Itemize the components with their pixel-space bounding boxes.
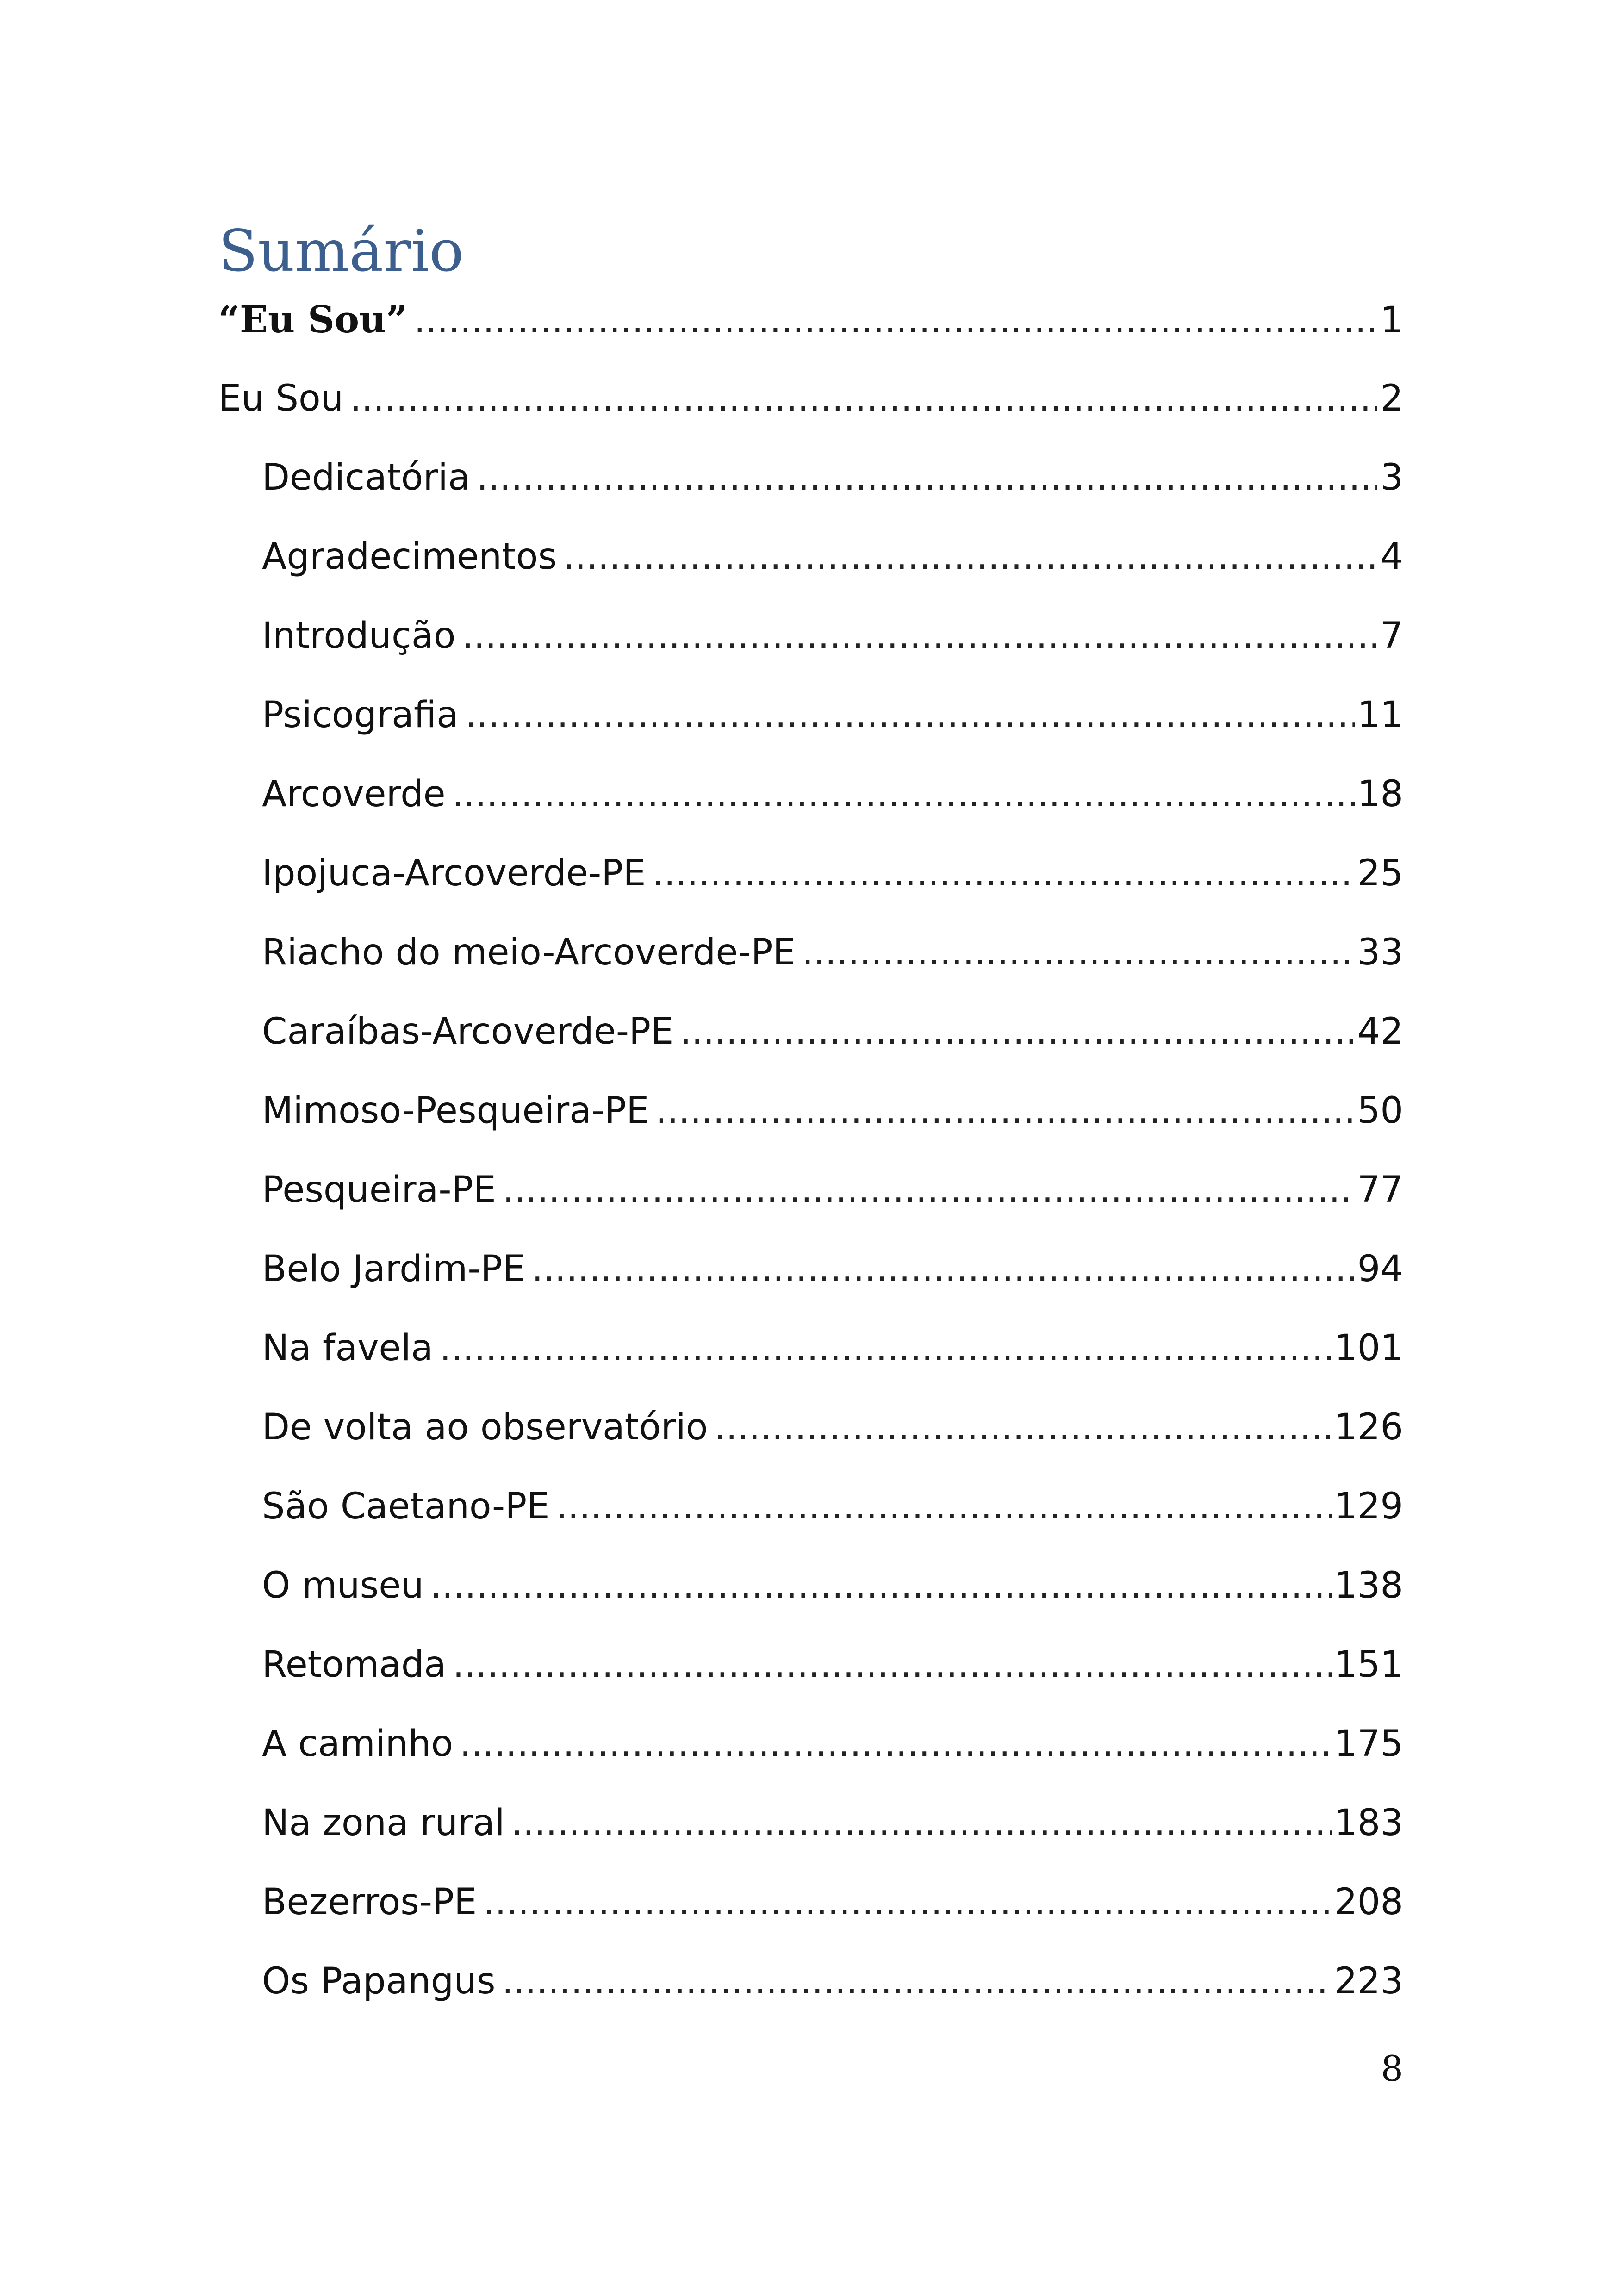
toc-entry-title: De volta ao observatório xyxy=(262,1406,708,1448)
toc-entry-leader xyxy=(563,529,1377,585)
toc-entry[interactable] xyxy=(218,292,1403,347)
toc-entry-leader xyxy=(453,1637,1332,1692)
toc-entry-page: 50 xyxy=(1357,1090,1403,1132)
toc-entry-page: 126 xyxy=(1334,1406,1403,1448)
toc-entry-page: 33 xyxy=(1357,932,1403,973)
toc-entry[interactable] xyxy=(262,1874,1403,1930)
toc-entry-page: 129 xyxy=(1334,1486,1403,1527)
toc-entry-leader xyxy=(502,1954,1332,2009)
toc-entry-page: 4 xyxy=(1380,536,1403,578)
toc-entry-leader xyxy=(556,1479,1332,1534)
toc-entry-page: 18 xyxy=(1357,773,1403,815)
toc-entry-page: 25 xyxy=(1357,852,1403,894)
toc-entry[interactable] xyxy=(262,1320,1403,1376)
toc-entry-title: A caminho xyxy=(262,1723,454,1765)
toc-entry[interactable] xyxy=(262,1400,1403,1455)
toc-entry[interactable] xyxy=(262,846,1403,901)
toc-entry[interactable] xyxy=(262,1004,1403,1059)
toc-entry-leader xyxy=(477,450,1378,505)
toc-entry-title: Mimoso-Pesqueira-PE xyxy=(262,1090,649,1132)
toc-entry-title: Os Papangus xyxy=(262,1960,496,2002)
toc-entry-leader xyxy=(680,1004,1354,1059)
toc-entry-leader xyxy=(460,1716,1332,1772)
toc-entry-page: 42 xyxy=(1357,1011,1403,1052)
toc-entry[interactable] xyxy=(218,371,1403,426)
toc-entry-leader xyxy=(440,1320,1332,1376)
toc-entry-leader xyxy=(430,1558,1332,1613)
toc-entry-leader xyxy=(452,766,1355,822)
toc-entry-title: “Eu Sou” xyxy=(218,298,408,341)
toc-entry-page: 183 xyxy=(1334,1802,1403,1844)
toc-entry[interactable] xyxy=(262,1479,1403,1534)
toc-entry-title: Na favela xyxy=(262,1327,433,1369)
toc-entry-leader xyxy=(465,687,1355,743)
toc-entry-title: Bezerros-PE xyxy=(262,1881,477,1923)
toc-entry-leader xyxy=(414,292,1377,347)
toc-entry-title: Arcoverde xyxy=(262,773,446,815)
toc-entry-title: Eu Sou xyxy=(218,378,344,419)
toc-entry-leader xyxy=(532,1241,1355,1297)
toc-entry[interactable] xyxy=(262,1954,1403,2009)
toc-entry-leader xyxy=(653,846,1355,901)
toc-entry-title: Pesqueira-PE xyxy=(262,1169,496,1211)
toc-entry-leader xyxy=(483,1874,1332,1930)
toc-entry-title: Retomada xyxy=(262,1644,447,1686)
toc-entry-title: O museu xyxy=(262,1565,424,1606)
toc-entry-title: Psicografia xyxy=(262,694,459,736)
toc-entry-page: 138 xyxy=(1334,1565,1403,1606)
toc-entry-leader xyxy=(715,1400,1332,1455)
toc-entry-page: 223 xyxy=(1334,1960,1403,2002)
toc-entry-page: 77 xyxy=(1357,1169,1403,1211)
toc-entry-page: 1 xyxy=(1380,299,1403,341)
toc-entry[interactable] xyxy=(262,608,1403,664)
toc-entry[interactable] xyxy=(262,1558,1403,1613)
toc-entry-title: Dedicatória xyxy=(262,457,470,498)
toc-entry-leader xyxy=(503,1162,1355,1218)
toc-entry-page: 2 xyxy=(1380,378,1403,419)
toc-entry[interactable] xyxy=(262,450,1403,505)
toc-entry-title: São Caetano-PE xyxy=(262,1486,550,1527)
toc-entry-title: Agradecimentos xyxy=(262,536,557,578)
toc-entry-page: 151 xyxy=(1334,1644,1403,1686)
toc-entry[interactable] xyxy=(262,925,1403,980)
toc-entry-leader xyxy=(511,1795,1332,1851)
page-title: Sumário xyxy=(218,218,464,285)
toc-entry[interactable] xyxy=(262,1241,1403,1297)
toc-entry-title: Belo Jardim-PE xyxy=(262,1248,525,1290)
toc-entry[interactable] xyxy=(262,1716,1403,1772)
toc-entry-page: 208 xyxy=(1334,1881,1403,1923)
toc-entry-leader xyxy=(462,608,1377,664)
toc-entry-page: 101 xyxy=(1334,1327,1403,1369)
toc-entry[interactable] xyxy=(262,1637,1403,1692)
toc-entry[interactable] xyxy=(262,687,1403,743)
toc-entry-page: 7 xyxy=(1380,615,1403,657)
toc-entry[interactable] xyxy=(262,766,1403,822)
toc-entry-leader xyxy=(655,1083,1354,1139)
toc-entry[interactable] xyxy=(262,1083,1403,1139)
toc-entry-title: Na zona rural xyxy=(262,1802,505,1844)
toc-entry-leader xyxy=(802,925,1355,980)
toc-entry-page: 3 xyxy=(1380,457,1403,498)
toc-entry-page: 11 xyxy=(1357,694,1403,736)
toc-entry-leader xyxy=(350,371,1377,426)
toc-entry-title: Caraíbas-Arcoverde-PE xyxy=(262,1011,674,1052)
toc-entry[interactable] xyxy=(262,1162,1403,1218)
toc-entry-page: 94 xyxy=(1357,1248,1403,1290)
page-number: 8 xyxy=(1381,2048,1403,2089)
toc-entry[interactable] xyxy=(262,529,1403,585)
toc-entry-title: Riacho do meio-Arcoverde-PE xyxy=(262,932,796,973)
toc-entry[interactable] xyxy=(262,1795,1403,1851)
toc-entry-page: 175 xyxy=(1334,1723,1403,1765)
toc-entry-title: Introdução xyxy=(262,615,456,657)
toc-entry-title: Ipojuca-Arcoverde-PE xyxy=(262,852,646,894)
